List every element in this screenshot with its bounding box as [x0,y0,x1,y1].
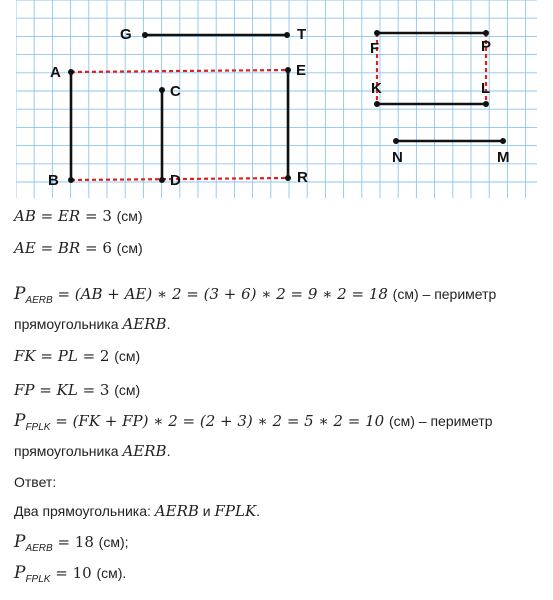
math-sub-fplk: FPLK [25,422,51,433]
point-e [285,67,291,73]
math-p: P [14,284,26,304]
label-k: K [371,80,382,97]
label-p: P [481,38,492,55]
eq-sign: = [35,239,58,257]
line-ab-er [14,206,143,226]
period: . [256,503,261,519]
math-kl: KL [56,381,78,399]
math-aerb: AERB [154,502,199,520]
point-m [500,138,506,144]
point-a [68,69,74,75]
line-perimeter-aerb [14,284,496,307]
point-g [142,32,148,38]
perimeter-word: – периметр [418,286,497,302]
unit: (см) [114,382,141,398]
label-e: E [296,62,307,79]
answer-value: = 10 [50,564,97,582]
unit: (см) [116,240,143,256]
geometry-figure [16,0,537,198]
line-ae-br [14,238,143,258]
math-p: P [14,563,26,583]
eq-sign: = [35,207,58,225]
line-rect-aerb-2 [14,441,170,461]
math-p: P [14,532,26,552]
math-sub-aerb: AERB [25,543,53,554]
point-l [483,101,489,107]
label-c: C [170,83,181,100]
line-answer-fplk [14,563,126,586]
point-b [68,177,74,183]
point-p [483,30,489,36]
math-pl: PL [57,347,78,365]
unit: (см) [388,413,415,429]
line-two-rects [14,501,260,521]
math-p: P [14,411,26,431]
math-sub-aerb: AERB [25,295,53,306]
point-t [284,32,290,38]
label-r: R [297,169,308,186]
math-fk: FK [14,347,36,365]
label-a: A [50,64,61,81]
math-br: BR [57,239,81,257]
point-d [159,177,165,183]
point-r [285,175,291,181]
math-fp: FP [14,381,35,399]
eq-value: = 3 [80,207,117,225]
eq-value: = 2 [77,347,115,365]
answer-unit: (см). [96,565,127,581]
math-er: ER [57,207,81,225]
line-fp-kl [14,380,140,400]
line-perimeter-fplk [14,411,493,434]
math-aerb: AERB [122,315,167,333]
point-f [374,30,380,36]
eq-value: = 6 [80,239,117,257]
unit: (см) [114,348,141,364]
math-ab: AB [14,207,36,225]
perimeter-formula: = (AB + AE) ∗ 2 = (3 + 6) ∗ 2 = 9 ∗ 2 = 18 [52,285,393,303]
label-f: F [370,40,380,57]
answer-heading [14,472,56,492]
label-b: B [48,172,59,189]
label-t: T [297,26,307,43]
math-aerb: AERB [122,442,167,460]
eq-sign: = [34,381,57,399]
rect-word: прямоугольника [14,443,123,459]
answer-unit: (см); [98,534,129,550]
line-fk-pl [14,346,140,366]
label-g: G [120,26,132,43]
label-n: N [392,149,403,166]
unit: (см) [116,208,143,224]
label-d: D [170,172,181,189]
line-rect-aerb [14,314,170,334]
answer-value: = 18 [52,533,99,551]
line-answer-aerb [14,532,129,555]
rect-word: прямоугольника [14,316,123,332]
perimeter-formula: = (FK + FP) ∗ 2 = (2 + 3) ∗ 2 = 5 ∗ 2 = 10 [50,412,389,430]
answer-label: Ответ: [14,474,57,490]
unit: (см) [392,286,419,302]
and-word: и [198,503,215,519]
period: . [166,443,171,459]
point-n [393,138,399,144]
eq-value: = 3 [77,381,115,399]
perimeter-word: – периметр [414,413,493,429]
math-ae: AE [14,239,36,257]
eq-sign: = [35,347,58,365]
label-m: M [497,149,510,166]
two-rects-text: Два прямоугольника: [14,503,155,519]
math-fplk: FPLK [214,502,257,520]
point-k [374,101,380,107]
label-l: L [481,80,491,97]
point-c [159,87,165,93]
period: . [166,316,171,332]
math-sub-fplk: FPLK [25,574,51,585]
